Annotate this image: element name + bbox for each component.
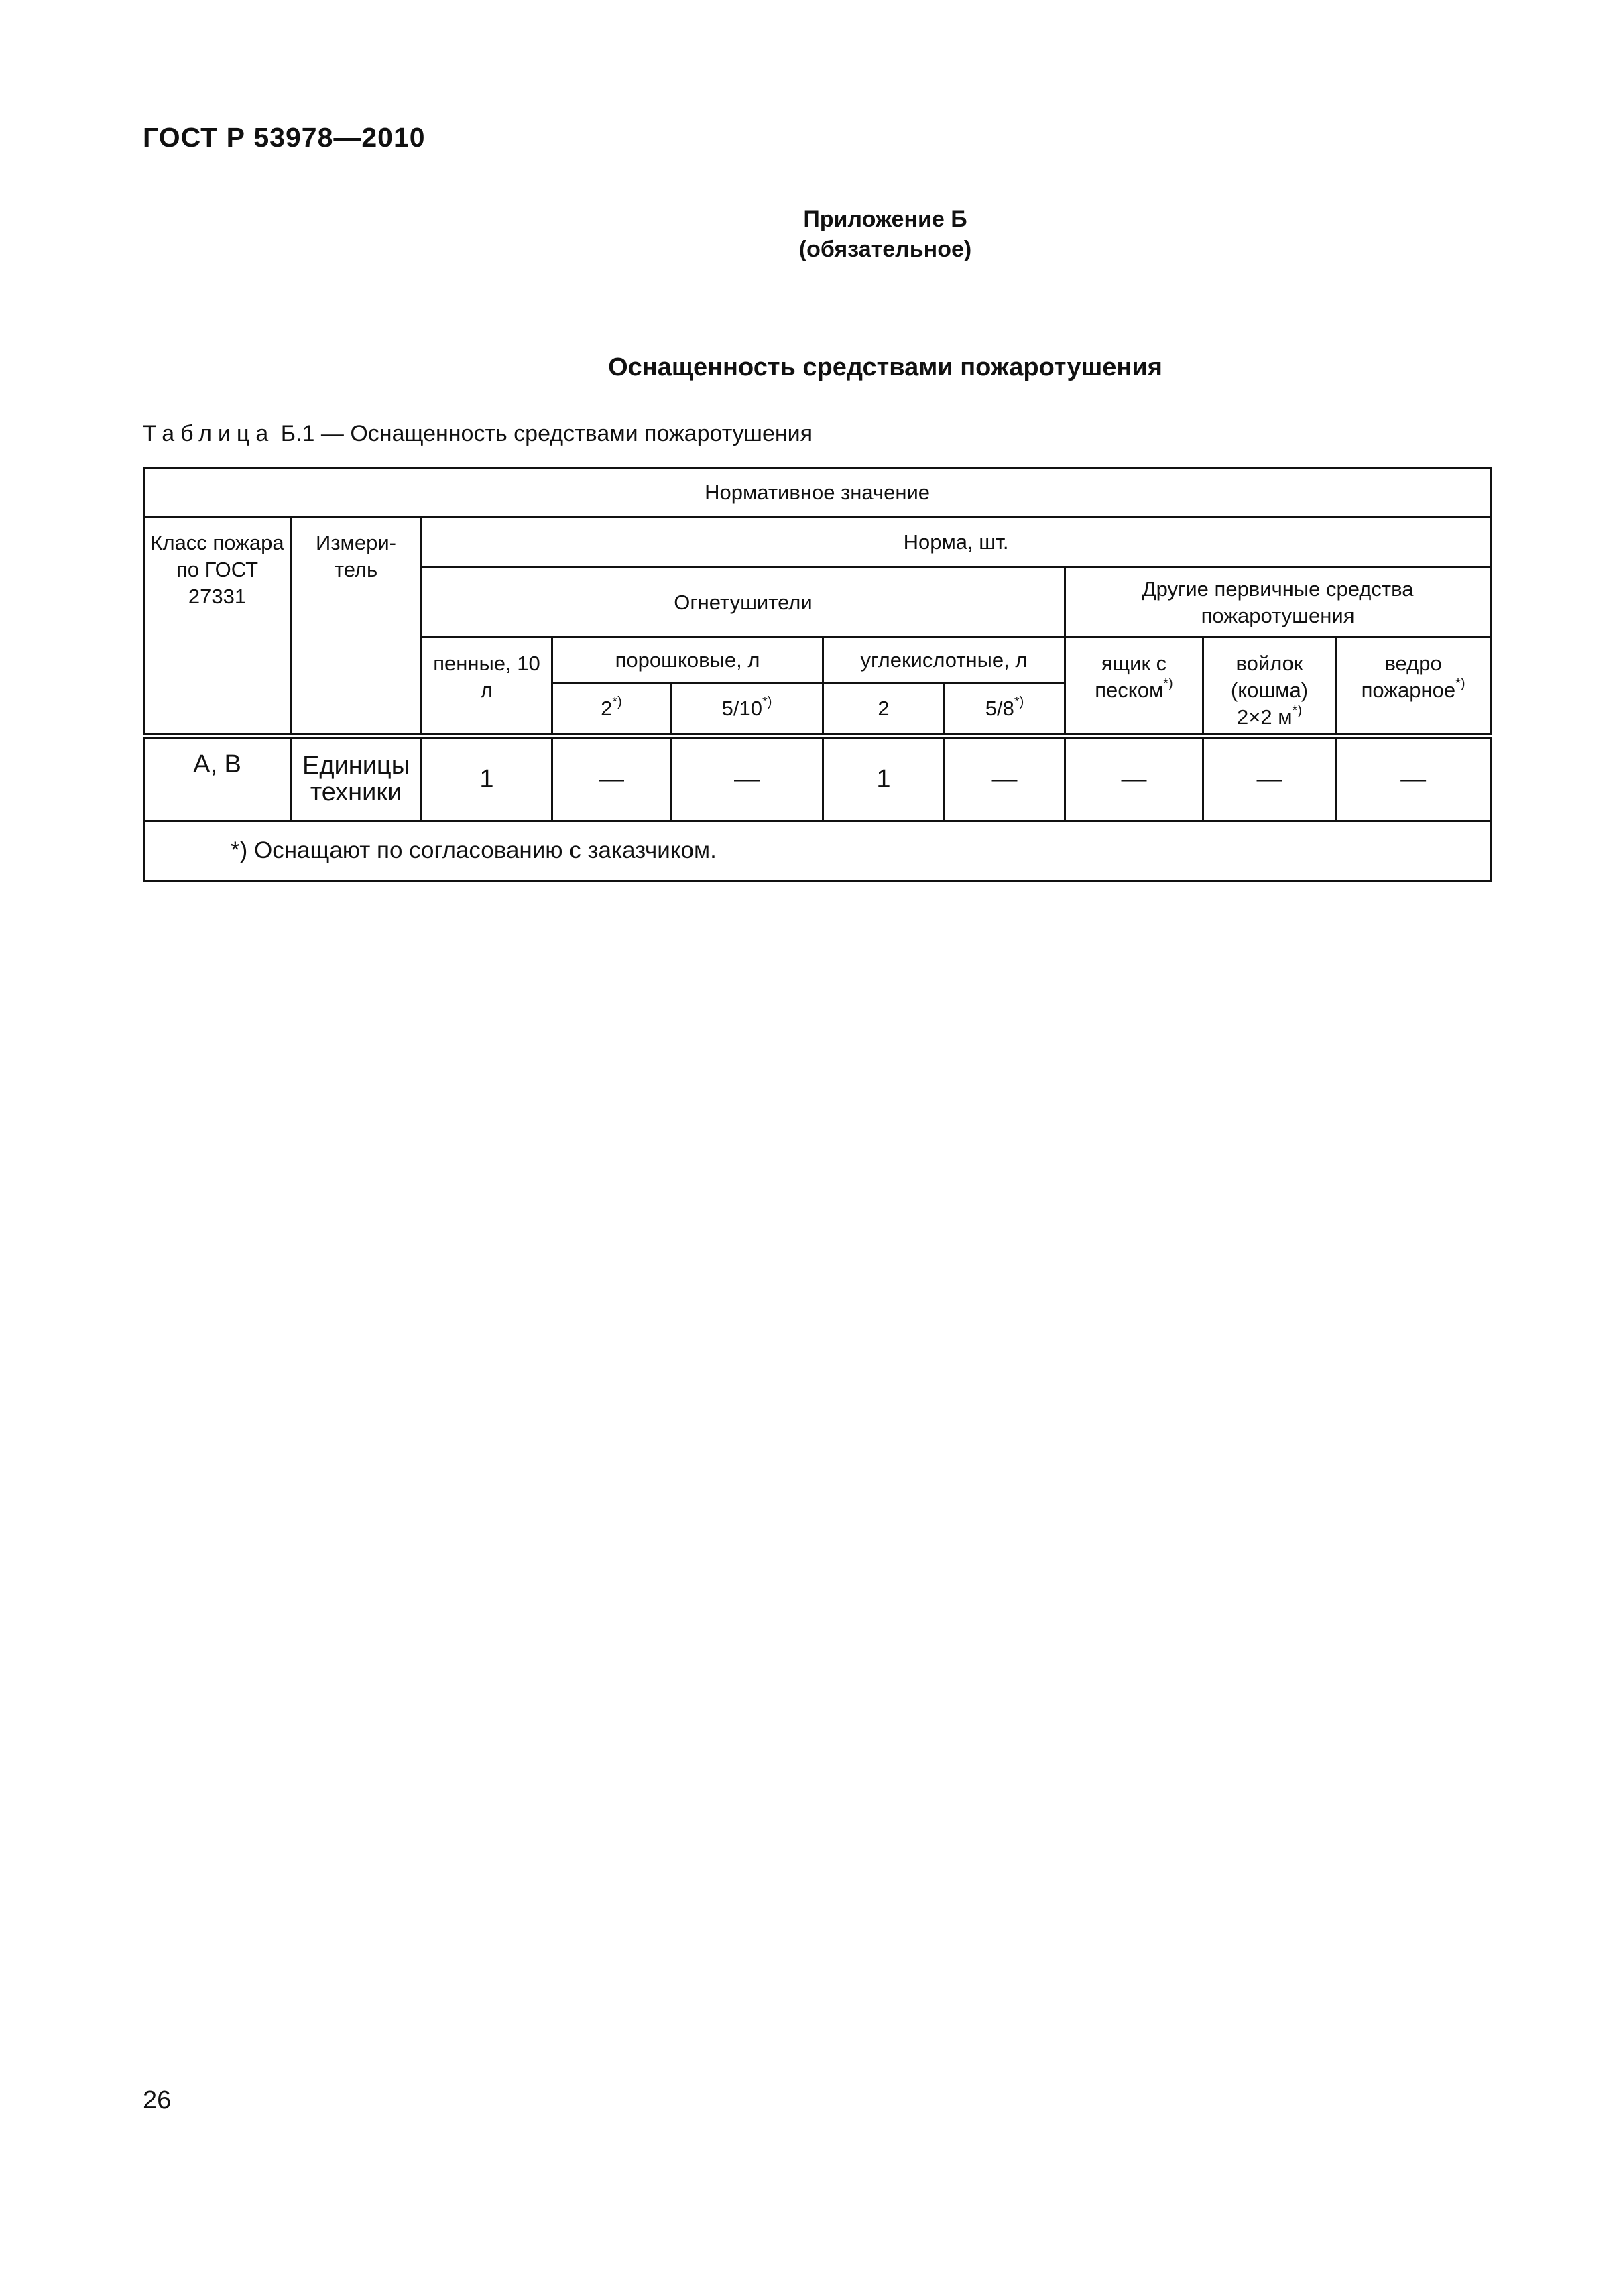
header-foam: пенные, 10 л [422, 638, 552, 737]
annex-status: (обязательное) [798, 237, 972, 262]
table-header-row [144, 517, 1491, 568]
cell-bucket: — [1336, 736, 1491, 821]
header-powder-5-10 [671, 683, 823, 737]
header-powder: порошковые, л [552, 638, 823, 683]
annex-title: Приложение Б [803, 206, 967, 232]
sand-box-label: ящик с песком [1095, 652, 1167, 702]
cell-foam: 1 [422, 736, 552, 821]
footnote-mark: *) [612, 694, 622, 709]
table-caption-dash: — [320, 421, 344, 446]
table-header-row [144, 469, 1491, 517]
cell-felt: — [1203, 736, 1336, 821]
header-normative-value: Нормативное значение [144, 469, 1491, 517]
powder-2-label: 2 [601, 697, 613, 720]
table-caption-label: Таблица [143, 421, 275, 446]
header-bucket [1336, 638, 1491, 737]
header-extinguishers: Огнетушители [422, 568, 1065, 638]
cell-powder-2: — [552, 736, 671, 821]
footnote-mark: *) [762, 694, 772, 709]
header-unit: Измери-тель [291, 517, 422, 737]
footnote-mark: *) [1163, 676, 1173, 691]
header-norm: Норма, шт. [422, 517, 1491, 568]
bucket-label-line1: ведро [1384, 652, 1442, 675]
header-sand-box [1065, 638, 1203, 737]
annex-heading [0, 204, 1623, 265]
header-co2-2: 2 [823, 683, 945, 737]
header-powder-2 [552, 683, 671, 737]
co2-5-8-label: 5/8 [985, 697, 1014, 720]
table-caption-text: Оснащенность средствами пожаротушения [350, 421, 813, 446]
header-other-means: Другие первичные средства пожаротушения [1065, 568, 1491, 638]
header-fire-class: Класс пожара по ГОСТ 27331 [144, 517, 291, 737]
footnote-mark: *) [1455, 676, 1465, 691]
equipment-table [143, 467, 1492, 882]
table-footnote: *) Оснащают по согласованию с заказчиком. [144, 821, 1491, 881]
powder-5-10-label: 5/10 [721, 697, 762, 720]
footnote-mark: *) [1014, 694, 1024, 709]
section-title: Оснащенность средствами пожаротушения [608, 353, 1162, 381]
header-felt [1203, 638, 1336, 737]
page-number: 26 [143, 2086, 172, 2114]
table-row [144, 736, 1491, 821]
felt-label-line2: (кошма) [1230, 678, 1309, 702]
cell-powder-5-10: — [671, 736, 823, 821]
cell-sand-box: — [1065, 736, 1203, 821]
cell-co2-2: 1 [823, 736, 945, 821]
cell-co2-5-8: — [945, 736, 1065, 821]
cell-fire-class: А, В [144, 736, 291, 821]
table-caption-number: Б.1 [280, 421, 315, 446]
table-caption [143, 421, 813, 447]
header-co2: углекислотные, л [823, 638, 1065, 683]
bucket-label-line2: пожарное [1361, 678, 1456, 702]
table-footnote-row [144, 821, 1491, 881]
header-co2-5-8 [945, 683, 1065, 737]
felt-label-line1: войлок [1236, 652, 1303, 675]
cell-unit: Единицы техники [291, 736, 422, 821]
document-code: ГОСТ Р 53978—2010 [143, 122, 426, 153]
felt-label-line3: 2×2 м [1237, 705, 1293, 729]
footnote-mark: *) [1292, 703, 1302, 718]
